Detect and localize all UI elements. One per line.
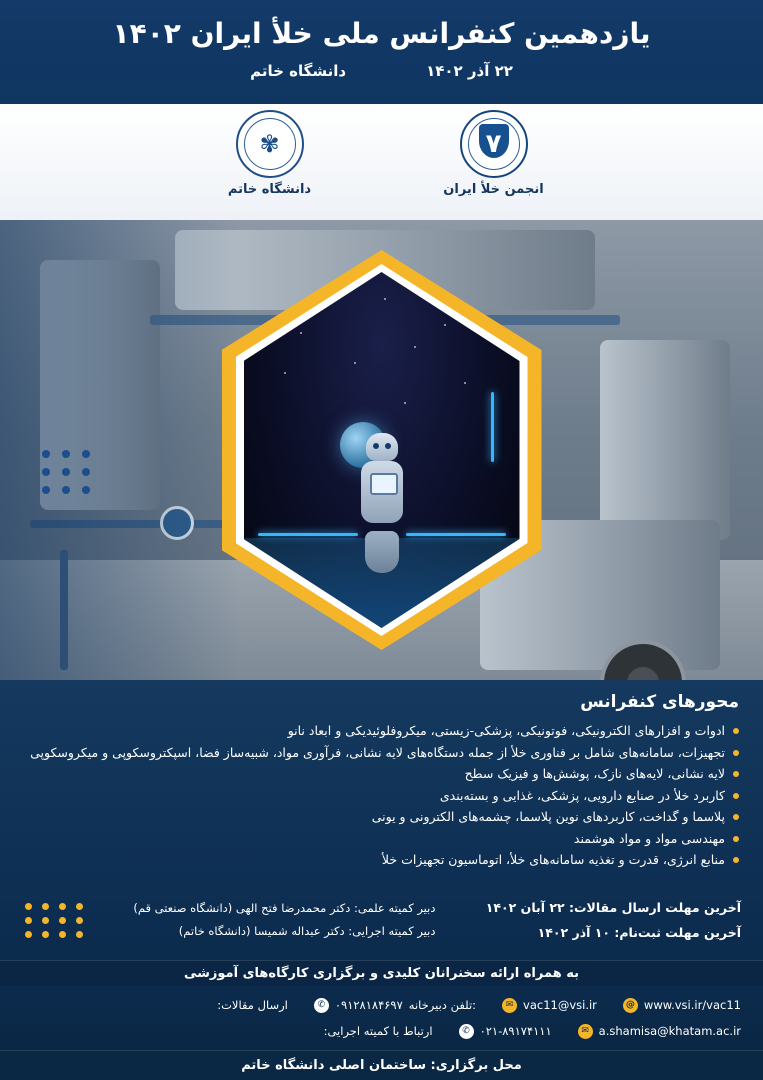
page-title: یازدهمین کنفرانس ملی خلأ ایران ۱۴۰۲ <box>112 17 651 50</box>
list-item: کاربرد خلأ در صنایع دارویی، پزشکی، غذایی و بسته‌بندی <box>24 785 739 807</box>
decorative-dot-grid <box>22 903 83 938</box>
workshops-strip: به همراه ارائه سخنرانان کلیدی و برگزاری کارگاه‌های آموزشی <box>0 960 763 987</box>
hero-photo <box>0 220 763 680</box>
phone-number: ۰۲۱-۸۹۱۷۴۱۱۱ <box>479 1024 552 1038</box>
contacts-section <box>0 986 763 1050</box>
email-link-executive[interactable] <box>578 1024 741 1039</box>
logo-band <box>0 104 763 220</box>
logo-caption: دانشگاه خاتم <box>227 182 312 197</box>
robot-screen <box>370 473 398 495</box>
neon-strip <box>406 533 506 536</box>
contact-row-papers <box>22 992 741 1018</box>
contact-row-executive <box>22 1018 741 1044</box>
deadlines-committee-band <box>0 880 763 960</box>
mail-icon: ✉ <box>578 1024 593 1039</box>
humanoid-robot <box>355 433 409 573</box>
vsi-logo-icon <box>460 110 528 178</box>
topics-section <box>0 680 763 880</box>
list-item: ادوات و افزارهای الکترونیکی، فوتونیکی، پزشکی-زیستی، میکروفلوئیدیکی و ابعاد نانو <box>24 720 739 742</box>
deadline-papers: آخرین مهلت ارسال مقالات: ۲۲ آبان ۱۴۰۲ <box>485 900 741 915</box>
phone-icon: ✆ <box>314 998 329 1013</box>
globe-icon: @ <box>623 998 638 1013</box>
website-text: www.vsi.ir/vac11 <box>643 998 741 1012</box>
header-venue: دانشگاه خاتم <box>250 62 347 81</box>
photo-gradient-overlay <box>0 220 240 680</box>
email-link-papers[interactable] <box>502 998 597 1013</box>
scientific-secretary: دبیر کمیته علمی: دکتر محمدرضا فتح الهی (دانشگاه صنعتی قم) <box>133 901 436 915</box>
mail-icon: ✉ <box>502 998 517 1013</box>
list-item: پلاسما و گداخت، کاربردهای نوین پلاسما، چشمه‌های الکترونی و یونی <box>24 806 739 828</box>
phone-executive[interactable] <box>459 1024 552 1039</box>
logo-glyph: ✾ <box>259 130 280 158</box>
robot-head <box>366 433 398 461</box>
topics-list <box>24 720 739 871</box>
robot-eye <box>373 443 379 449</box>
contact-label-papers: ارسال مقالات: <box>217 998 288 1012</box>
list-item: تجهیزات، سامانه‌های شامل بر فناوری خلأ از جمله دستگاه‌های لایه نشانی، فرآوری مواد، شبیه‌ساز فضا، اسپکتروسکوپی و میکروسکوپی <box>24 742 739 764</box>
neon-strip <box>491 392 494 462</box>
phone-number: ۰۹۱۲۸۱۸۴۶۹۷ <box>334 998 403 1012</box>
poster-header <box>0 0 763 104</box>
list-item: لایه نشانی، لایه‌های نازک، پوشش‌ها و فیزیک سطح <box>24 763 739 785</box>
deadlines-block <box>486 895 741 945</box>
list-item: منابع انرژی، قدرت و تغذیه سامانه‌های خلأ، اتوماسیون تجهیزات خلأ <box>24 849 739 871</box>
venue-footer: محل برگزاری: ساختمان اصلی دانشگاه خاتم <box>0 1050 763 1080</box>
topics-heading: محورهای کنفرانس <box>580 692 739 712</box>
logo-caption: انجمن خلأ ایران <box>443 182 544 197</box>
email-text: a.shamisa@khatam.ac.ir <box>598 1024 741 1038</box>
list-item: مهندسی مواد و مواد هوشمند <box>24 828 739 850</box>
logo-vsi <box>419 110 569 197</box>
phone-label: تلفن دبیرخانه: <box>408 998 477 1012</box>
contact-label-executive: ارتباط با کمیته اجرایی: <box>323 1024 433 1038</box>
logo-khatam <box>195 110 345 197</box>
phone-secretariat[interactable] <box>314 998 476 1013</box>
robot-base <box>365 531 399 573</box>
phone-icon: ✆ <box>459 1024 474 1039</box>
logo-glyph: ۷ <box>485 129 502 159</box>
storage-tank <box>600 340 730 540</box>
executive-secretary: دبیر کمیته اجرایی: دکتر عبداله شمیسا (دانشگاه خاتم) <box>178 924 436 938</box>
hexagon-image-frame <box>222 250 542 650</box>
header-subrow <box>0 62 763 80</box>
robot-eye <box>385 443 391 449</box>
committee-block <box>133 897 435 943</box>
decorative-dot-grid <box>40 450 90 494</box>
khatam-university-logo-icon <box>236 110 304 178</box>
deadline-registration: آخرین مهلت ثبت‌نام: ۱۰ آذر ۱۴۰۲ <box>537 925 741 940</box>
website-link[interactable] <box>623 998 741 1013</box>
header-date: ۲۲ آذر ۱۴۰۲ <box>426 62 513 81</box>
neon-strip <box>258 533 358 536</box>
email-text: vac11@vsi.ir <box>523 998 597 1012</box>
